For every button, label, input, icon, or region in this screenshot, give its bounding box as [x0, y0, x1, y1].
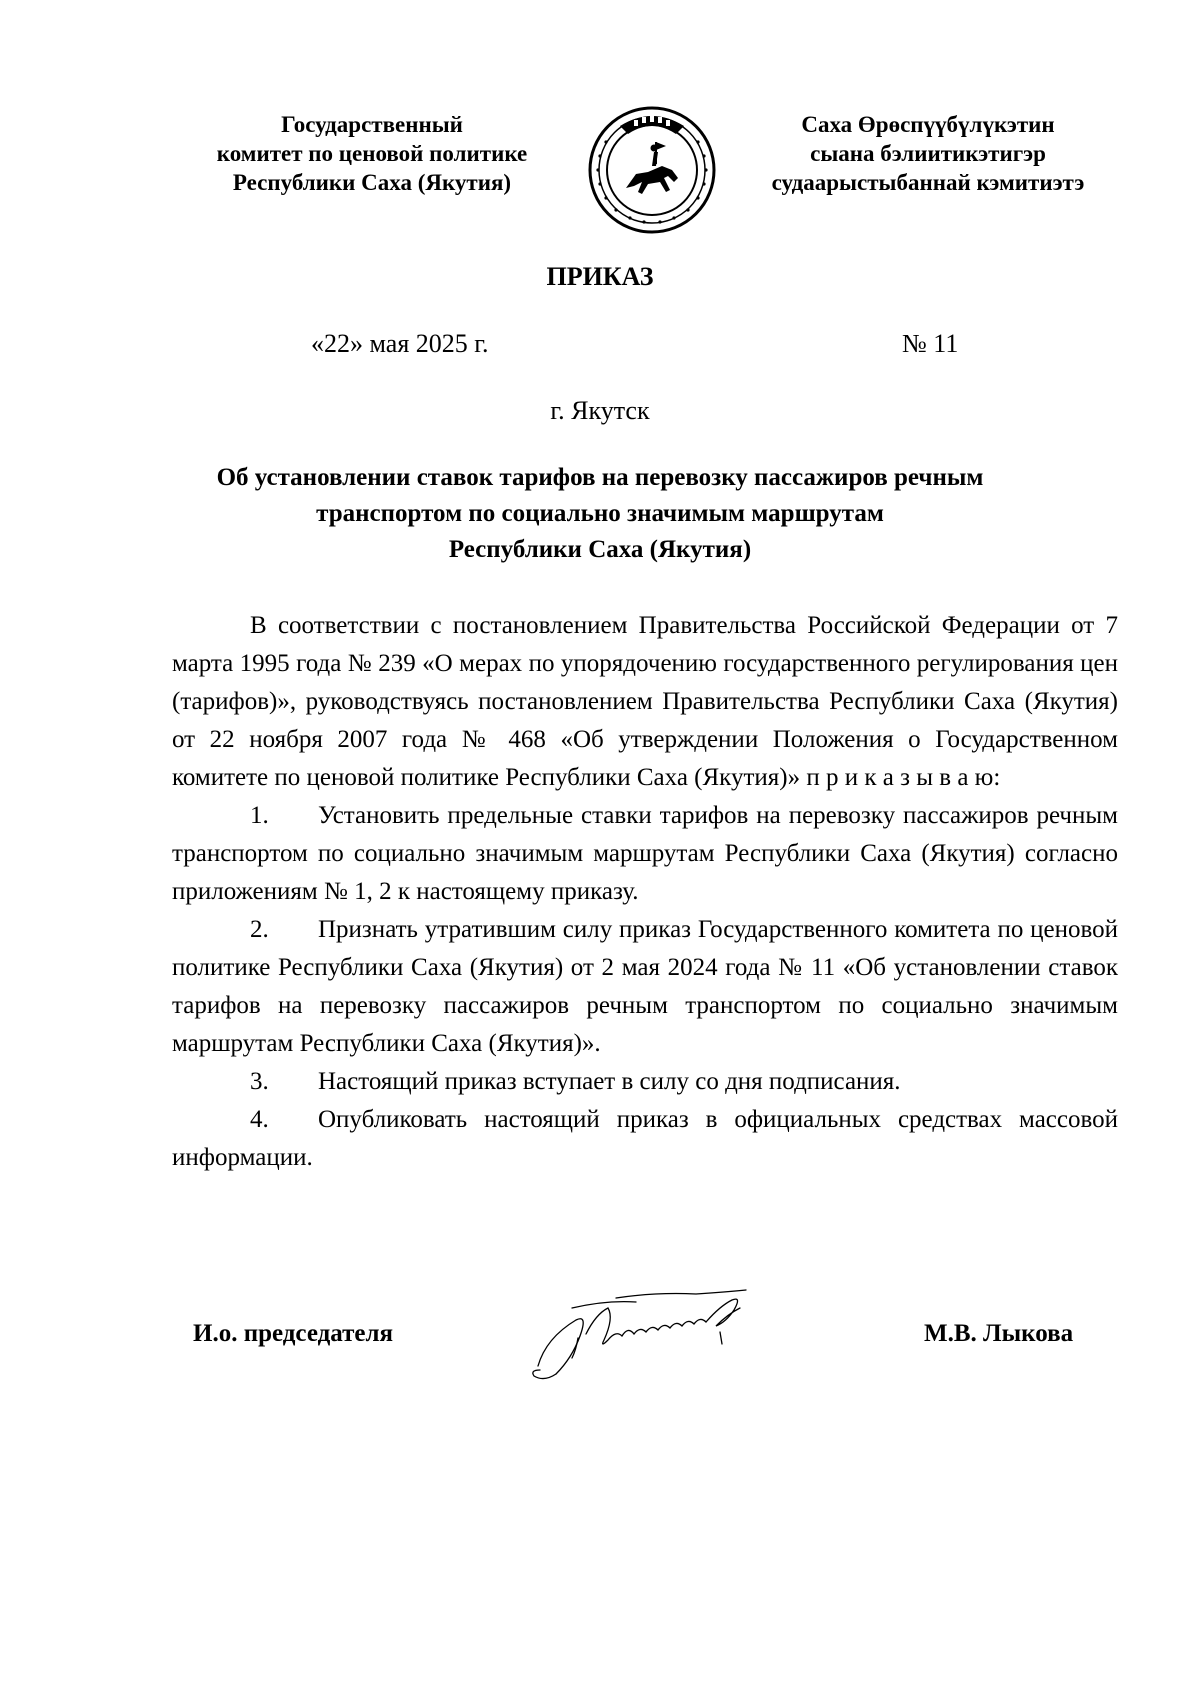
- issuer-line: комитет по ценовой политике: [216, 141, 528, 166]
- item-text: Признать утратившим силу приказ Государственного комитета по ценовой политике Республики Саха (Якутия) от 2 мая 2024 года № 11 «Об установлении ставок тарифов на перевозку пассажиров речным транспортом по социально значимым маршрутам Республики Саха (Якутия)».: [172, 916, 1118, 1057]
- preamble-paragraph: В соответствии с постановлением Правительства Российской Федерации от 7 марта 1995 года № 239 «О мерах по упорядочению государственного регулирования цен (тарифов)», руководствуясь постановлением Правительства Республики Саха (Якутия) от 22 ноября 2007 года № 468 «Об утверждении Положения о Государственном комитете по ценовой политике Республики Саха (Якутия)» п р и к а з ы в а ю:: [172, 612, 1118, 791]
- subject-line: транспортом по социально значимым маршрутам: [316, 500, 884, 527]
- item-text: Опубликовать настоящий приказ в официальных средствах массовой информации.: [172, 1106, 1118, 1171]
- issuer-name-yakut: [728, 110, 1128, 197]
- subject-line: Об установлении ставок тарифов на перевозку пассажиров речным: [216, 464, 984, 491]
- order-item-4: [172, 1101, 1118, 1177]
- issuer-line: Республики Саха (Якутия): [232, 170, 512, 195]
- issuer-name-russian: [172, 110, 572, 197]
- document-number: № 11: [902, 329, 959, 358]
- issuer-line: Государственный: [281, 112, 463, 137]
- handwritten-signature-icon: [516, 1278, 816, 1398]
- document-subject: [150, 460, 1050, 568]
- document-type-title: ПРИКАЗ: [546, 262, 654, 291]
- signatory-name: М.В. Лыкова: [924, 1320, 1074, 1347]
- subject-line: Республики Саха (Якутия): [448, 536, 752, 563]
- issuer-line: Саха Өрөспүүбүлүкэтин: [801, 112, 1055, 137]
- order-item-1: [172, 797, 1118, 911]
- signatory-role: И.о. председателя: [193, 1320, 394, 1347]
- item-text: Установить предельные ставки тарифов на перевозку пассажиров речным транспортом по социально значимым маршрутам Республики Саха (Якутия) согласно приложениям № 1, 2 к настоящему приказу.: [172, 802, 1118, 905]
- order-item-2: [172, 911, 1118, 1063]
- item-number: 4.: [250, 1106, 269, 1133]
- document-date: «22» мая 2025 г.: [311, 329, 489, 358]
- coat-of-arms-icon: [576, 104, 728, 236]
- document-city: г. Якутск: [550, 396, 650, 425]
- item-number: 3.: [250, 1068, 269, 1095]
- item-number: 2.: [250, 916, 269, 943]
- item-text: Настоящий приказ вступает в силу со дня подписания.: [318, 1068, 901, 1095]
- document-body: [172, 607, 1118, 1177]
- issuer-line: судаарыстыбаннай кэмитиэтэ: [771, 170, 1085, 195]
- order-item-3: [172, 1063, 1118, 1101]
- item-number: 1.: [250, 802, 269, 829]
- issuer-line: сыана бэлиитикэтигэр: [810, 141, 1046, 166]
